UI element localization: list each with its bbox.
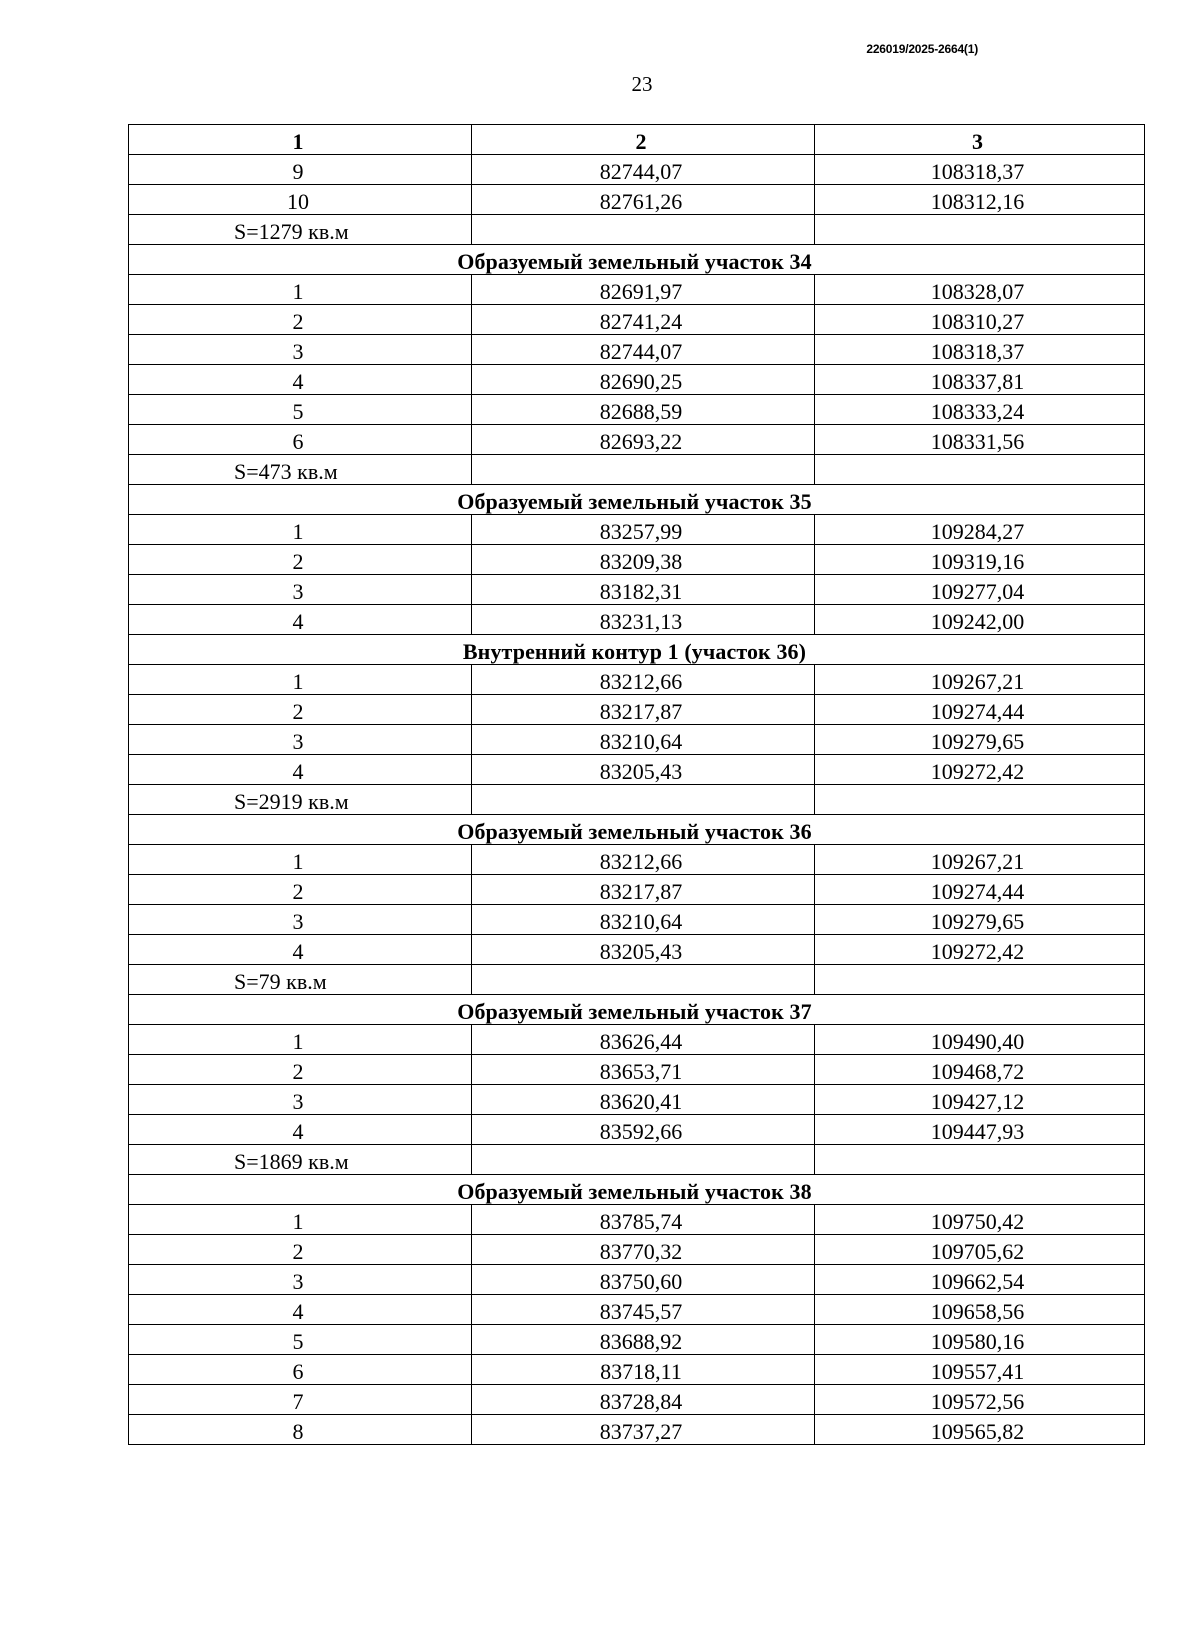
x-coordinate-cell: 83212,66 [472, 845, 815, 875]
point-number-cell: 3 [129, 725, 472, 755]
table-row [129, 305, 1145, 335]
x-coordinate-cell: 82691,97 [472, 275, 815, 305]
y-coordinate-cell: 109279,65 [815, 905, 1145, 935]
y-coordinate-cell: 108318,37 [815, 335, 1145, 365]
page-number: 23 [631, 72, 653, 96]
x-coordinate-cell: 83209,38 [472, 545, 815, 575]
y-coordinate-cell: 109705,62 [815, 1235, 1145, 1265]
y-coordinate-cell: 109557,41 [815, 1355, 1145, 1385]
point-number-cell: 1 [129, 845, 472, 875]
section-title: Образуемый земельный участок 37 [129, 995, 1145, 1025]
header-row [129, 125, 1145, 155]
y-coordinate-cell: 108318,37 [815, 155, 1145, 185]
coordinates-table [128, 124, 1145, 1445]
y-coordinate-cell: 109272,42 [815, 935, 1145, 965]
x-coordinate-cell: 82741,24 [472, 305, 815, 335]
table-row [129, 1415, 1145, 1445]
x-coordinate-cell: 83231,13 [472, 605, 815, 635]
y-coordinate-cell: 109468,72 [815, 1055, 1145, 1085]
y-coordinate-cell: 109580,16 [815, 1325, 1145, 1355]
table-row [129, 1355, 1145, 1385]
area-row [129, 215, 1145, 245]
table-row [129, 875, 1145, 905]
table-row [129, 1295, 1145, 1325]
x-coordinate-cell: 83750,60 [472, 1265, 815, 1295]
table-row [129, 725, 1145, 755]
point-number-cell: 8 [129, 1415, 472, 1445]
empty-cell [472, 785, 815, 815]
y-coordinate-cell: 108310,27 [815, 305, 1145, 335]
section-row [129, 1175, 1145, 1205]
table-row [129, 335, 1145, 365]
point-number-cell: 6 [129, 1355, 472, 1385]
empty-cell [472, 965, 815, 995]
table-row [129, 425, 1145, 455]
point-number-cell: 1 [129, 665, 472, 695]
point-number-cell: 3 [129, 1265, 472, 1295]
table-row [129, 155, 1145, 185]
table-row [129, 1235, 1145, 1265]
point-number-cell: 2 [129, 305, 472, 335]
table-row [129, 905, 1145, 935]
y-coordinate-cell: 109272,42 [815, 755, 1145, 785]
x-coordinate-cell: 83212,66 [472, 665, 815, 695]
area-row [129, 965, 1145, 995]
x-coordinate-cell: 83210,64 [472, 905, 815, 935]
point-number-cell: 4 [129, 1295, 472, 1325]
point-number-cell: 2 [129, 545, 472, 575]
table-row [129, 755, 1145, 785]
column-header: 1 [129, 125, 472, 155]
point-number-cell: 2 [129, 1235, 472, 1265]
y-coordinate-cell: 109267,21 [815, 665, 1145, 695]
empty-cell [815, 215, 1145, 245]
y-coordinate-cell: 109427,12 [815, 1085, 1145, 1115]
x-coordinate-cell: 83620,41 [472, 1085, 815, 1115]
x-coordinate-cell: 82761,26 [472, 185, 815, 215]
y-coordinate-cell: 108331,56 [815, 425, 1145, 455]
y-coordinate-cell: 109658,56 [815, 1295, 1145, 1325]
y-coordinate-cell: 109274,44 [815, 695, 1145, 725]
y-coordinate-cell: 109319,16 [815, 545, 1145, 575]
column-header: 3 [815, 125, 1145, 155]
x-coordinate-cell: 82690,25 [472, 365, 815, 395]
table-row [129, 1385, 1145, 1415]
x-coordinate-cell: 82744,07 [472, 155, 815, 185]
area-cell: S=2919 кв.м [129, 785, 472, 815]
y-coordinate-cell: 109572,56 [815, 1385, 1145, 1415]
table-row [129, 695, 1145, 725]
column-header: 2 [472, 125, 815, 155]
empty-cell [472, 455, 815, 485]
y-coordinate-cell: 109279,65 [815, 725, 1145, 755]
y-coordinate-cell: 109565,82 [815, 1415, 1145, 1445]
point-number-cell: 6 [129, 425, 472, 455]
point-number-cell: 4 [129, 755, 472, 785]
y-coordinate-cell: 109447,93 [815, 1115, 1145, 1145]
x-coordinate-cell: 83688,92 [472, 1325, 815, 1355]
y-coordinate-cell: 108337,81 [815, 365, 1145, 395]
y-coordinate-cell: 109490,40 [815, 1025, 1145, 1055]
point-number-cell: 3 [129, 1085, 472, 1115]
point-number-cell: 2 [129, 1055, 472, 1085]
table-row [129, 1055, 1145, 1085]
table-body [129, 125, 1145, 1445]
y-coordinate-cell: 109274,44 [815, 875, 1145, 905]
point-number-cell: 4 [129, 935, 472, 965]
table-row [129, 605, 1145, 635]
section-row [129, 995, 1145, 1025]
point-number-cell: 3 [129, 575, 472, 605]
point-number-cell: 4 [129, 605, 472, 635]
area-row [129, 1145, 1145, 1175]
section-row [129, 815, 1145, 845]
section-title: Образуемый земельный участок 36 [129, 815, 1145, 845]
empty-cell [472, 1145, 815, 1175]
section-title: Образуемый земельный участок 34 [129, 245, 1145, 275]
x-coordinate-cell: 83210,64 [472, 725, 815, 755]
area-row [129, 785, 1145, 815]
x-coordinate-cell: 83205,43 [472, 755, 815, 785]
point-number-cell: 2 [129, 695, 472, 725]
table-row [129, 1325, 1145, 1355]
area-cell: S=79 кв.м [129, 965, 472, 995]
x-coordinate-cell: 83217,87 [472, 875, 815, 905]
x-coordinate-cell: 83205,43 [472, 935, 815, 965]
y-coordinate-cell: 109277,04 [815, 575, 1145, 605]
x-coordinate-cell: 83728,84 [472, 1385, 815, 1415]
point-number-cell: 3 [129, 905, 472, 935]
table-row [129, 545, 1145, 575]
y-coordinate-cell: 109662,54 [815, 1265, 1145, 1295]
table-row [129, 1265, 1145, 1295]
empty-cell [815, 785, 1145, 815]
y-coordinate-cell: 109750,42 [815, 1205, 1145, 1235]
document-id: 226019/2025-2664(1) [866, 42, 978, 56]
empty-cell [815, 1145, 1145, 1175]
x-coordinate-cell: 83745,57 [472, 1295, 815, 1325]
point-number-cell: 1 [129, 275, 472, 305]
table-row [129, 1205, 1145, 1235]
x-coordinate-cell: 83785,74 [472, 1205, 815, 1235]
x-coordinate-cell: 83737,27 [472, 1415, 815, 1445]
table-row [129, 845, 1145, 875]
table-row [129, 515, 1145, 545]
x-coordinate-cell: 82693,22 [472, 425, 815, 455]
area-cell: S=1279 кв.м [129, 215, 472, 245]
empty-cell [815, 455, 1145, 485]
y-coordinate-cell: 109242,00 [815, 605, 1145, 635]
section-title: Образуемый земельный участок 35 [129, 485, 1145, 515]
x-coordinate-cell: 83626,44 [472, 1025, 815, 1055]
table-row [129, 575, 1145, 605]
point-number-cell: 7 [129, 1385, 472, 1415]
table-row [129, 1085, 1145, 1115]
point-number-cell: 3 [129, 335, 472, 365]
point-number-cell: 1 [129, 1025, 472, 1055]
table-row [129, 185, 1145, 215]
y-coordinate-cell: 108328,07 [815, 275, 1145, 305]
empty-cell [472, 215, 815, 245]
section-row [129, 485, 1145, 515]
table-row [129, 1115, 1145, 1145]
point-number-cell: 1 [129, 1205, 472, 1235]
x-coordinate-cell: 83592,66 [472, 1115, 815, 1145]
x-coordinate-cell: 83718,11 [472, 1355, 815, 1385]
x-coordinate-cell: 83653,71 [472, 1055, 815, 1085]
y-coordinate-cell: 108312,16 [815, 185, 1145, 215]
area-row [129, 455, 1145, 485]
table-row [129, 365, 1145, 395]
point-number-cell: 5 [129, 1325, 472, 1355]
section-title: Внутренний контур 1 (участок 36) [129, 635, 1145, 665]
table-row [129, 275, 1145, 305]
x-coordinate-cell: 83217,87 [472, 695, 815, 725]
y-coordinate-cell: 109267,21 [815, 845, 1145, 875]
point-number-cell: 5 [129, 395, 472, 425]
y-coordinate-cell: 109284,27 [815, 515, 1145, 545]
empty-cell [815, 965, 1145, 995]
table-row [129, 935, 1145, 965]
section-title: Образуемый земельный участок 38 [129, 1175, 1145, 1205]
x-coordinate-cell: 83257,99 [472, 515, 815, 545]
point-number-cell: 4 [129, 1115, 472, 1145]
x-coordinate-cell: 82744,07 [472, 335, 815, 365]
y-coordinate-cell: 108333,24 [815, 395, 1145, 425]
table-row [129, 665, 1145, 695]
area-cell: S=1869 кв.м [129, 1145, 472, 1175]
point-number-cell: 2 [129, 875, 472, 905]
x-coordinate-cell: 83770,32 [472, 1235, 815, 1265]
section-row [129, 635, 1145, 665]
section-row [129, 245, 1145, 275]
point-number-cell: 1 [129, 515, 472, 545]
x-coordinate-cell: 83182,31 [472, 575, 815, 605]
area-cell: S=473 кв.м [129, 455, 472, 485]
table-row [129, 395, 1145, 425]
table-row [129, 1025, 1145, 1055]
x-coordinate-cell: 82688,59 [472, 395, 815, 425]
point-number-cell: 9 [129, 155, 472, 185]
point-number-cell: 10 [129, 185, 472, 215]
point-number-cell: 4 [129, 365, 472, 395]
